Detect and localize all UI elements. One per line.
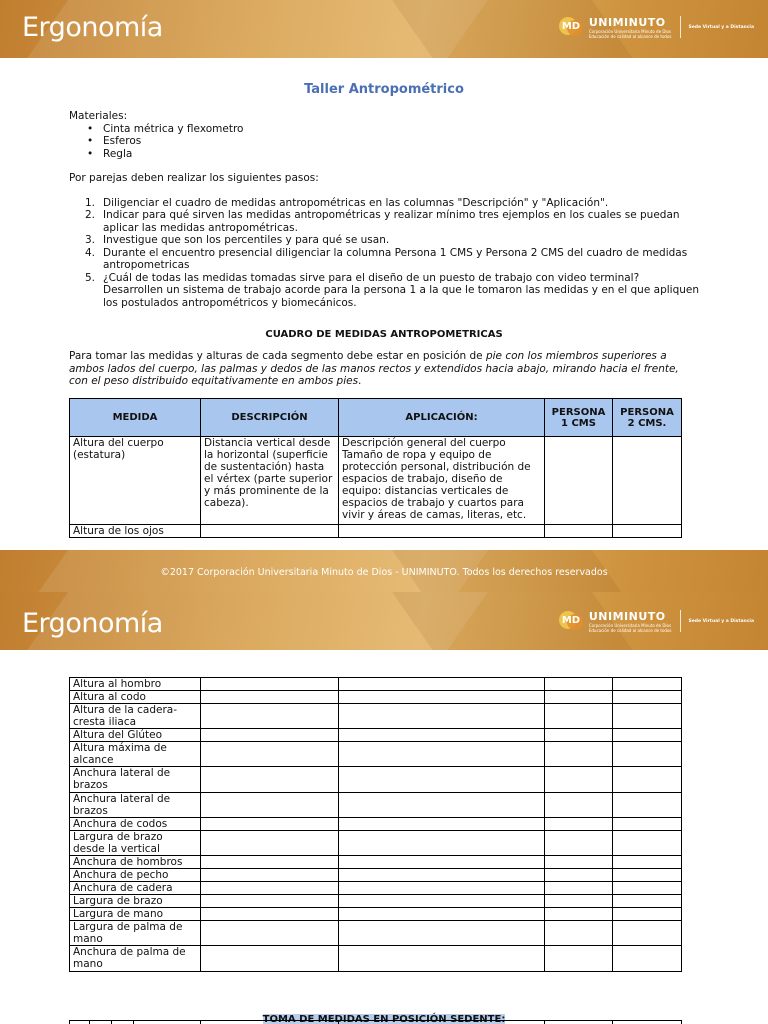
cell-medida: Largura de brazo desde la vertical: [70, 831, 201, 856]
steps-list: [85, 197, 699, 310]
cell-descripcion[interactable]: [201, 831, 339, 856]
table-row: [70, 946, 682, 972]
logo-divider: [680, 610, 681, 632]
logo-name: UNIMINUTO: [588, 609, 666, 623]
list-item: 5. ¿Cuál de todas las medidas tomadas sirve para el diseño de un puesto de trabajo con video terminal? Desarrollen un sistema de trabajo acorde para la persona 1 a la que le tomaron las medidas y en el que apliquen los postulados antropométricos y biomecánicos.: [85, 271, 699, 309]
cell-medida: Largura de brazo: [70, 895, 201, 908]
cell-medida: Largura de mano: [70, 908, 201, 921]
table-row: [70, 818, 682, 831]
cell-persona-1[interactable]: [545, 742, 613, 767]
cell-descripcion[interactable]: [201, 882, 339, 895]
cell-persona-2[interactable]: [613, 729, 682, 742]
cell-aplicacion[interactable]: [339, 882, 545, 895]
page-header-band: [0, 0, 768, 58]
cell-persona-1[interactable]: [545, 856, 613, 869]
cell-persona-2[interactable]: [613, 525, 682, 538]
cell-medida: Anchura de hombros: [70, 856, 201, 869]
cell-aplicacion[interactable]: [339, 767, 545, 793]
cell-medida: Altura de los ojos: [70, 525, 201, 538]
cell-descripcion[interactable]: [201, 729, 339, 742]
cell-descripcion[interactable]: [201, 908, 339, 921]
header-persona-2: PERSONA 2 CMS.: [613, 399, 682, 437]
table-row: [70, 691, 682, 704]
cell-aplicacion[interactable]: [339, 818, 545, 831]
cell-aplicacion[interactable]: [339, 869, 545, 882]
cell-persona-2[interactable]: [613, 882, 682, 895]
cell-persona-2[interactable]: [613, 831, 682, 856]
table-row: [70, 895, 682, 908]
cell-descripcion[interactable]: [201, 818, 339, 831]
cell-descripcion[interactable]: [201, 525, 339, 538]
cell-persona-2[interactable]: [613, 704, 682, 729]
cell-aplicacion[interactable]: [339, 704, 545, 729]
cell[interactable]: [201, 1021, 339, 1024]
cell[interactable]: [90, 1021, 112, 1024]
table-row: [70, 869, 682, 882]
cell-persona-1[interactable]: [545, 678, 613, 691]
footer-copyright: ©2017 Corporación Universitaria Minuto de Dios - UNIMINUTO. Todos los derechos reservados: [160, 567, 608, 578]
cell-aplicacion[interactable]: [339, 908, 545, 921]
cell-persona-1[interactable]: [545, 946, 613, 972]
cell-persona-2[interactable]: [613, 908, 682, 921]
list-item: 1. Diligenciar el cuadro de medidas antropométricas en las columnas "Descripción" y "Aplicación".: [85, 196, 609, 209]
cell-medida: Altura al codo: [70, 691, 201, 704]
cell-aplicacion[interactable]: [339, 946, 545, 972]
table-row: [70, 831, 682, 856]
logo-mark-icon: MD: [559, 608, 585, 634]
cell-medida: Altura máxima de alcance: [70, 742, 201, 767]
table-row: [70, 525, 682, 538]
logo-subtitle-2: Educación de calidad al alcance de todos: [588, 33, 672, 39]
header-descripcion: DESCRIPCIÓN: [201, 399, 339, 437]
cell-medida: Anchura lateral de brazos: [70, 767, 201, 793]
list-item: • Cinta métrica y flexometro: [85, 123, 699, 136]
cell-medida: Largura de palma de mano: [70, 921, 201, 946]
cell-persona-1[interactable]: [545, 831, 613, 856]
cell-persona-2[interactable]: [613, 921, 682, 946]
logo-side-text: Sede Virtual y a Distancia: [688, 24, 754, 30]
cell-descripcion[interactable]: [201, 895, 339, 908]
list-item: • Regla: [85, 148, 699, 161]
cell[interactable]: [339, 1021, 545, 1024]
cell-aplicacion[interactable]: [339, 856, 545, 869]
cell[interactable]: [70, 1021, 90, 1024]
cell-medida: Anchura de codos: [70, 818, 201, 831]
table-row: [70, 908, 682, 921]
cell-aplicacion[interactable]: [339, 742, 545, 767]
cell-descripcion[interactable]: [201, 856, 339, 869]
cell-persona-2[interactable]: [613, 691, 682, 704]
table-row: [70, 729, 682, 742]
cell-aplicacion[interactable]: [339, 678, 545, 691]
cell-descripcion[interactable]: [201, 921, 339, 946]
page-footer-band: [0, 550, 768, 592]
cell-medida: Altura del cuerpo (estatura): [70, 437, 201, 525]
cell-persona-2[interactable]: [613, 946, 682, 972]
cell-aplicacion[interactable]: [339, 729, 545, 742]
cell-persona-1[interactable]: [545, 525, 613, 538]
cell-aplicacion: Descripción general del cuerpo Tamaño de ropa y equipo de protección personal, distribución de espacios de trabajo, diseño de equipo: distancias verticales de espacios de trabajo y cuartos para vivir y áreas de camas, literas, etc.: [339, 437, 545, 525]
cell-medida: Anchura de pecho: [70, 869, 201, 882]
list-item: 4. Durante el encuentro presencial diligenciar la columna Persona 1 CMS y Persona 2 CMS del cuadro de medidas antropometricas: [85, 246, 688, 271]
cell-aplicacion[interactable]: [339, 691, 545, 704]
cell-persona-1[interactable]: [545, 908, 613, 921]
cell-descripcion[interactable]: [201, 946, 339, 972]
instructions-block: [69, 110, 699, 309]
seated-title: TOMA DE MEDIDAS EN POSICIÓN SEDENTE:: [262, 1014, 506, 1024]
measures-table: [69, 398, 682, 538]
logo-side-text: Sede Virtual y a Distancia: [688, 618, 754, 624]
table-row: [70, 793, 682, 818]
cell-medida: Altura de la cadera-cresta iliaca: [70, 704, 201, 729]
document-title: Taller Antropométrico: [304, 82, 464, 97]
cell-persona-1[interactable]: [545, 729, 613, 742]
table-row: [70, 678, 682, 691]
cell-aplicacion[interactable]: [339, 525, 545, 538]
materials-list: [85, 123, 699, 161]
table-row: [70, 437, 682, 525]
table-row: [70, 767, 682, 793]
cell-persona-2[interactable]: [613, 767, 682, 793]
logo-divider: [680, 16, 681, 38]
measures-table-continued: [69, 677, 682, 972]
cell-persona-2[interactable]: [613, 742, 682, 767]
materials-label: Materiales:: [69, 110, 128, 122]
cell-descripcion: Distancia vertical desde la horizontal (superficie de sustentación) hasta el vértex (parte superior y más prominente de la cabeza).: [201, 437, 339, 525]
table-row: [70, 704, 682, 729]
cell-persona-1[interactable]: [545, 921, 613, 946]
cell-persona-1[interactable]: [545, 895, 613, 908]
header-aplicacion: APLICACIÓN:: [339, 399, 545, 437]
list-item: 3. Investigue que son los percentiles y para qué se usan.: [85, 234, 390, 246]
cell-persona-1[interactable]: [545, 767, 613, 793]
table-row: [70, 1021, 682, 1024]
cell-persona-1[interactable]: [545, 882, 613, 895]
cell-persona-1[interactable]: [545, 818, 613, 831]
header-title: Ergonomía: [22, 12, 163, 43]
table-header-row: [70, 399, 682, 437]
cell-descripcion[interactable]: [201, 869, 339, 882]
header-title: Ergonomía: [22, 608, 163, 639]
cell-medida: Altura del Glúteo: [70, 729, 201, 742]
cell-descripcion[interactable]: [201, 678, 339, 691]
cell-aplicacion[interactable]: [339, 793, 545, 818]
cell-aplicacion[interactable]: [339, 921, 545, 946]
cell-medida: Altura al hombro: [70, 678, 201, 691]
cell[interactable]: [545, 1021, 613, 1024]
cell-persona-2[interactable]: [613, 895, 682, 908]
uniminuto-logo: [559, 14, 754, 40]
cell-medida: Anchura lateral de brazos: [70, 793, 201, 818]
list-item: • Esferos: [85, 135, 699, 148]
seated-table: [69, 1020, 682, 1024]
cell-persona-2[interactable]: [613, 869, 682, 882]
logo-subtitle-1: Corporación Universitaria Minuto de Dios: [588, 28, 672, 34]
cell-aplicacion[interactable]: [339, 831, 545, 856]
cell-persona-1[interactable]: [545, 437, 613, 525]
cell-persona-2[interactable]: [613, 678, 682, 691]
cell-persona-1[interactable]: [545, 869, 613, 882]
header-medida: MEDIDA: [70, 399, 201, 437]
cell-persona-1[interactable]: [545, 704, 613, 729]
table-row: [70, 742, 682, 767]
position-paragraph: Para tomar las medidas y alturas de cada segmento debe estar en posición de pie con los miembros superiores a ambos lados del cuerpo, las palmas y dedos de las manos rectos y extendidos hacia abajo, mirando hacia el frente, con el peso distribuido equitativamente en ambos pies.: [69, 350, 679, 387]
logo-subtitle-2: Educación de calidad al alcance de todos: [588, 627, 672, 633]
page-header-band: [0, 592, 768, 650]
table-title: CUADRO DE MEDIDAS ANTROPOMETRICAS: [265, 329, 503, 340]
cell-descripcion[interactable]: [201, 767, 339, 793]
cell[interactable]: [613, 1021, 682, 1024]
header-persona-1: PERSONA 1 CMS: [545, 399, 613, 437]
list-item: 2. Indicar para qué sirven las medidas antropométricas y realizar mínimo tres ejemplos en los cuales se puedan aplicar las medidas antropométricas.: [85, 209, 680, 234]
cell-persona-2[interactable]: [613, 818, 682, 831]
cell-descripcion[interactable]: [201, 704, 339, 729]
cell-persona-1[interactable]: [545, 793, 613, 818]
cell-descripcion[interactable]: [201, 742, 339, 767]
cell-descripcion[interactable]: [201, 691, 339, 704]
cell-medida: Anchura de palma de mano: [70, 946, 201, 972]
logo-name: UNIMINUTO: [588, 15, 666, 29]
cell-persona-2[interactable]: [613, 856, 682, 869]
logo-subtitle-1: Corporación Universitaria Minuto de Dios: [588, 622, 672, 628]
cell-aplicacion[interactable]: [339, 895, 545, 908]
cell-persona-2[interactable]: [613, 793, 682, 818]
cell-descripcion[interactable]: [201, 793, 339, 818]
steps-intro: Por parejas deben realizar los siguientes pasos:: [69, 172, 319, 184]
cell-persona-1[interactable]: [545, 691, 613, 704]
cell[interactable]: [134, 1021, 201, 1024]
table-row: [70, 856, 682, 869]
table-row: [70, 921, 682, 946]
table-row: [70, 882, 682, 895]
logo-mark-icon: MD: [559, 14, 585, 40]
cell[interactable]: [112, 1021, 134, 1024]
cell-medida: Anchura de cadera: [70, 882, 201, 895]
uniminuto-logo: [559, 608, 754, 634]
cell-persona-2[interactable]: [613, 437, 682, 525]
